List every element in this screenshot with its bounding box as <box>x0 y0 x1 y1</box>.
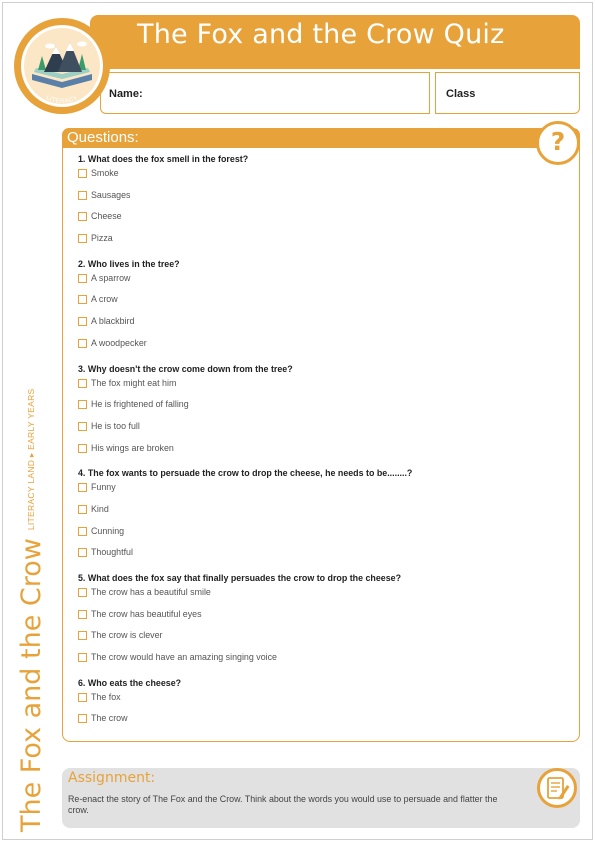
notepad-pencil-icon <box>537 768 577 808</box>
question-3 <box>78 362 573 463</box>
answer-checkbox[interactable] <box>78 169 87 178</box>
answer-checkbox[interactable] <box>78 295 87 304</box>
question-2 <box>78 257 573 358</box>
question-text: 6. Who eats the cheese? <box>78 677 182 688</box>
literacy-land-logo <box>12 16 112 116</box>
answer-checkbox[interactable] <box>78 212 87 221</box>
question-text: 5. What does the fox say that finally persuades the crow to drop the cheese? <box>78 573 402 583</box>
answer-label: He is too full <box>91 420 140 431</box>
question-mark-glyph: ? <box>550 127 566 156</box>
question-4 <box>78 466 573 567</box>
page-title: The Fox and the Crow Quiz <box>137 19 505 50</box>
answer-option[interactable] <box>78 524 573 546</box>
answer-option[interactable] <box>78 419 573 441</box>
answer-option[interactable] <box>78 502 573 524</box>
answer-checkbox[interactable] <box>78 527 87 536</box>
answer-option[interactable] <box>78 231 573 253</box>
answer-option[interactable] <box>78 441 573 463</box>
answer-label: Pizza <box>91 233 113 244</box>
answer-label: The crow has beautiful eyes <box>91 608 202 619</box>
answer-checkbox[interactable] <box>78 483 87 492</box>
answer-label: A sparrow <box>91 272 131 283</box>
answer-checkbox[interactable] <box>78 631 87 640</box>
answer-label: A crow <box>91 294 118 305</box>
answer-option[interactable] <box>78 650 573 672</box>
question-text: 3. Why doesn't the crow come down from the tree? <box>78 363 293 374</box>
answer-checkbox[interactable] <box>78 693 87 702</box>
class-field[interactable] <box>435 72 580 114</box>
answer-checkbox[interactable] <box>78 191 87 200</box>
answer-checkbox[interactable] <box>78 714 87 723</box>
answer-option[interactable] <box>78 292 573 314</box>
side-subtitle: LITERACY LAND ▸ EARLY YEARS <box>26 388 36 531</box>
answer-label: The fox might eat him <box>91 377 177 388</box>
answer-checkbox[interactable] <box>78 400 87 409</box>
answer-label: The crow has a beautiful smile <box>91 587 211 597</box>
answer-checkbox[interactable] <box>78 339 87 348</box>
question-text: 1. What does the fox smell in the forest? <box>78 154 249 164</box>
question-text: 4. The fox wants to persuade the crow to drop the cheese, he needs to be........? <box>78 468 413 479</box>
answer-option[interactable] <box>78 628 573 650</box>
answer-label: Sausages <box>91 189 131 200</box>
answer-label: Funny <box>91 482 116 493</box>
answer-label: A blackbird <box>91 316 135 327</box>
answer-checkbox[interactable] <box>78 379 87 388</box>
answer-option[interactable] <box>78 711 573 733</box>
answer-label: Thoughtful <box>91 547 133 558</box>
answer-option[interactable] <box>78 336 573 358</box>
answer-label: He is frightened of falling <box>91 399 189 410</box>
answer-checkbox[interactable] <box>78 234 87 243</box>
answer-checkbox[interactable] <box>78 422 87 431</box>
answer-label: The crow is clever <box>91 630 163 641</box>
answer-label: A woodpecker <box>91 337 147 348</box>
class-label: Class <box>446 88 476 100</box>
answer-option[interactable] <box>78 376 573 398</box>
answer-option[interactable] <box>78 397 573 419</box>
side-title: The Fox and the Crow <box>16 538 47 832</box>
side-banner <box>16 272 46 832</box>
answer-checkbox[interactable] <box>78 505 87 514</box>
answer-option[interactable] <box>78 314 573 336</box>
answer-label: His wings are broken <box>91 442 174 453</box>
answer-checkbox[interactable] <box>78 317 87 326</box>
answer-label: The crow would have an amazing singing voice <box>91 652 277 663</box>
answer-checkbox[interactable] <box>78 588 87 597</box>
question-5 <box>78 571 573 672</box>
answer-option[interactable] <box>78 480 573 502</box>
answer-checkbox[interactable] <box>78 548 87 557</box>
answer-option[interactable] <box>78 690 573 712</box>
answer-checkbox[interactable] <box>78 610 87 619</box>
name-field[interactable] <box>100 72 430 114</box>
answer-label: The crow <box>91 713 128 724</box>
question-1 <box>78 152 573 253</box>
question-text: 2. Who lives in the tree? <box>78 258 180 269</box>
answer-label: Cunning <box>91 525 125 536</box>
answer-option[interactable] <box>78 271 573 293</box>
assignment-heading: Assignment: <box>68 770 156 786</box>
answer-checkbox[interactable] <box>78 274 87 283</box>
answer-label: Cheese <box>91 211 122 222</box>
answer-option[interactable] <box>78 585 573 607</box>
name-label: Name: <box>109 88 143 100</box>
answer-checkbox[interactable] <box>78 653 87 662</box>
questions-heading: Questions: <box>67 129 139 146</box>
answer-option[interactable] <box>78 545 573 567</box>
assignment-text: Re-enact the story of The Fox and the Crow. Think about the words you would use to persuade and flatter the crow. <box>68 794 498 815</box>
answer-checkbox[interactable] <box>78 444 87 453</box>
answer-option[interactable] <box>78 188 573 210</box>
answer-label: Smoke <box>91 168 119 178</box>
questions-header-bar <box>62 128 580 148</box>
notepad-pencil-glyph <box>540 771 574 805</box>
answer-label: The fox <box>91 691 121 702</box>
question-6 <box>78 676 573 733</box>
logo-caption: LITERACY <box>45 95 79 105</box>
question-list <box>78 152 573 737</box>
answer-option[interactable] <box>78 166 573 188</box>
answer-option[interactable] <box>78 607 573 629</box>
answer-label: Kind <box>91 503 109 514</box>
answer-option[interactable] <box>78 209 573 231</box>
